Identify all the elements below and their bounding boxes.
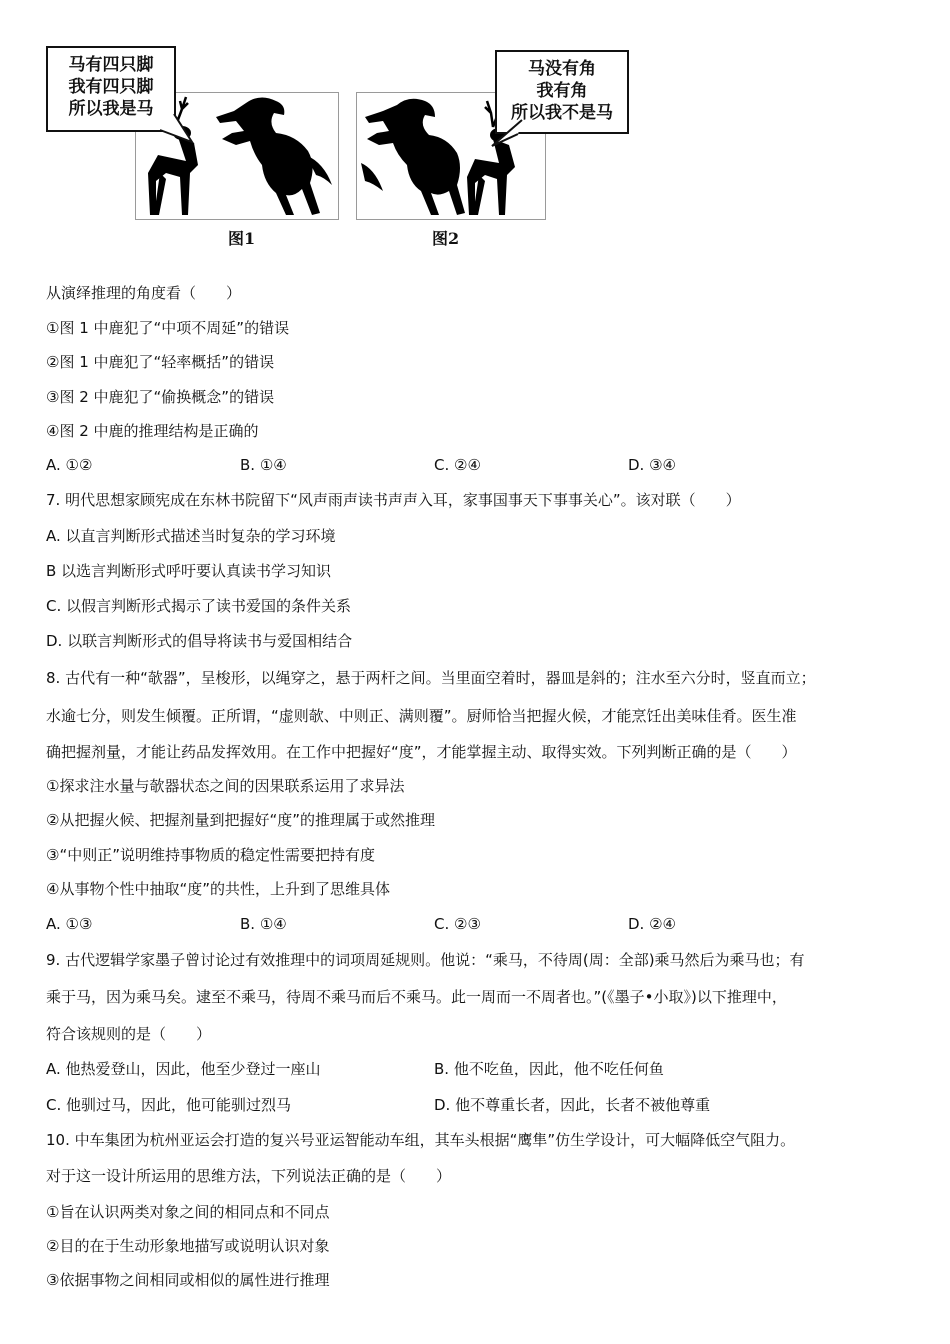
q6-option-b: B. ①④ (240, 456, 287, 474)
q6-stem: 从演绎推理的角度看（ ） (46, 284, 242, 302)
q9-stem-line-3: 符合该规则的是（ ） (46, 1025, 212, 1043)
q10-item-2: ②目的在于生动形象地描写或说明认识对象 (46, 1237, 330, 1255)
q8-stem-line-2: 水逾七分，则发生倾覆。正所谓，“虚则欹、中则正、满则覆”。厨师恰当把握火候，才能烹饪出美味佳肴。医生准 (46, 707, 797, 725)
q8-option-d: D. ②④ (628, 915, 676, 933)
figure-1-caption: 图1 (228, 229, 256, 248)
speech-bubble-1 (46, 46, 176, 132)
q7-option-b: B 以选言判断形式呼吁要认真读书学习知识 (46, 562, 332, 580)
q8-item-2: ②从把握火候、把握剂量到把握好“度”的推理属于或然推理 (46, 811, 435, 829)
q9-stem-line-1: 9. 古代逻辑学家墨子曾讨论过有效推理中的词项周延规则。他说：“乘马，不待周(周：全部)乘马然后为乘马也；有 (46, 951, 805, 969)
bubble-1-tail (158, 112, 198, 146)
q7-stem: 7. 明代思想家顾宪成在东林书院留下“风声雨声读书声声入耳，家事国事天下事事关心”。该对联（ ） (46, 491, 741, 509)
q10-stem-line-2: 对于这一设计所运用的思维方法，下列说法正确的是（ ） (46, 1167, 452, 1185)
bubble-1-line-1: 马有四只脚 (68, 55, 154, 75)
q8-stem-line-1: 8. 古代有一种“欹器”，呈梭形，以绳穿之，悬于两杆之间。当里面空着时，器皿是斜的；注水至六分时，竖直而立； (46, 669, 816, 687)
q10-item-3: ③依据事物之间相同或相似的属性进行推理 (46, 1271, 330, 1289)
q6-item-3: ③图 2 中鹿犯了“偷换概念”的错误 (46, 388, 275, 406)
q6-item-1: ①图 1 中鹿犯了“中项不周延”的错误 (46, 319, 290, 337)
q6-option-d: D. ③④ (628, 456, 676, 474)
q8-item-1: ①探求注水量与欹器状态之间的因果联系运用了求异法 (46, 777, 405, 795)
q9-option-a: A. 他热爱登山，因此，他至少登过一座山 (46, 1060, 321, 1078)
q10-stem-line-1: 10. 中车集团为杭州亚运会打造的复兴号亚运智能动车组，其车头根据“鹰隼”仿生学设计，可大幅降低空气阻力。 (46, 1131, 796, 1149)
bubble-2-line-1: 马没有角 (528, 59, 596, 79)
bubble-1-line-2: 我有四只脚 (68, 77, 154, 97)
q6-item-4: ④图 2 中鹿的推理结构是正确的 (46, 422, 259, 440)
q10-item-1: ①旨在认识两类对象之间的相同点和不同点 (46, 1203, 330, 1221)
figure-2-caption: 图2 (432, 229, 460, 248)
q9-stem-line-2: 乘于马，因为乘马矣。逮至不乘马，待周不乘马而后不乘马。此一周而一不周者也。”(《墨子•小取》)以下推理中， (46, 988, 787, 1006)
q8-item-4: ④从事物个性中抽取“度”的共性，上升到了思维具体 (46, 880, 390, 898)
q7-option-c: C. 以假言判断形式揭示了读书爱国的条件关系 (46, 597, 352, 615)
bubble-2-line-2: 我有角 (536, 81, 588, 101)
bubble-2-line-3: 所以我不是马 (511, 103, 613, 123)
q9-option-b: B. 他不吃鱼，因此，他不吃任何鱼 (434, 1060, 664, 1078)
q8-option-c: C. ②③ (434, 915, 481, 933)
bubble-1-line-3: 所以我是马 (68, 99, 154, 119)
q7-option-d: D. 以联言判断形式的倡导将读书与爱国相结合 (46, 632, 353, 650)
figure-area (40, 40, 660, 255)
bubble-2-tail (488, 116, 528, 150)
q9-option-c: C. 他驯过马，因此，他可能驯过烈马 (46, 1096, 292, 1114)
q8-option-a: A. ①③ (46, 915, 93, 933)
q8-item-3: ③“中则正”说明维持事物质的稳定性需要把持有度 (46, 846, 375, 864)
q6-option-a: A. ①② (46, 456, 93, 474)
q6-option-c: C. ②④ (434, 456, 481, 474)
q7-option-a: A. 以直言判断形式描述当时复杂的学习环境 (46, 527, 336, 545)
q6-item-2: ②图 1 中鹿犯了“轻率概括”的错误 (46, 353, 275, 371)
q8-stem-line-3: 确把握剂量，才能让药品发挥效用。在工作中把握好“度”，才能掌握主动、取得实效。下列判断正确的是（ ） (46, 743, 797, 761)
q8-option-b: B. ①④ (240, 915, 287, 933)
q9-option-d: D. 他不尊重长者，因此，长者不被他尊重 (434, 1096, 711, 1114)
